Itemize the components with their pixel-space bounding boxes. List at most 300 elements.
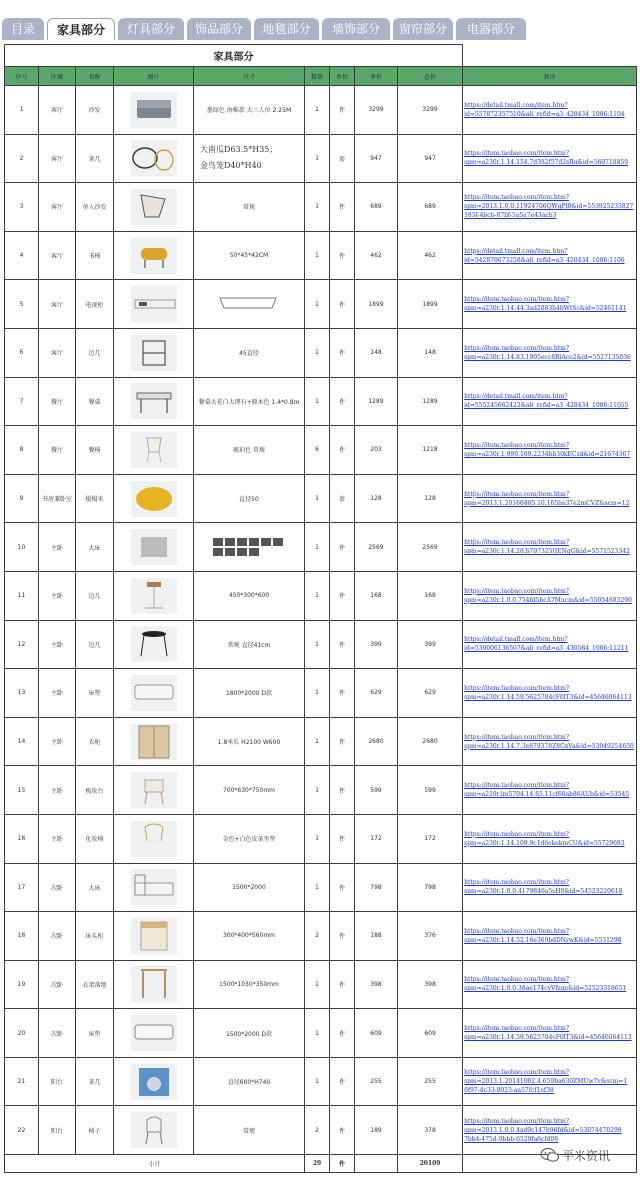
row-note-link[interactable]: [463, 571, 637, 620]
product-photo-icon: [131, 869, 177, 905]
row-picture[interactable]: [114, 426, 194, 475]
row-area[interactable]: 客厅: [39, 231, 76, 280]
row-note-link[interactable]: [463, 377, 637, 426]
note-link-line[interactable]: spm=a230r.1.14.52.16e369bdDNrwK&id=5531298: [464, 936, 622, 944]
sheet-title-row: [5, 45, 637, 67]
note-link-line[interactable]: id=555245662422&ali_refid=a3_420434_1006:11055: [464, 402, 629, 410]
row-total[interactable]: 2569: [398, 523, 463, 572]
row-spec[interactable]: 450*300*600: [194, 571, 305, 620]
row-name[interactable]: 床垫: [76, 669, 114, 718]
row-total[interactable]: 798: [398, 863, 463, 912]
row-name[interactable]: 边几: [76, 571, 114, 620]
row-number[interactable]: 10: [5, 523, 39, 572]
note-link-line[interactable]: https://item.taobao.com/item.htm?: [464, 587, 570, 595]
note-link-line[interactable]: https://item.taobao.com/item.htm?: [464, 1117, 570, 1125]
row-spec[interactable]: 1.8米长 H2100 W600: [194, 717, 305, 766]
note-link-line[interactable]: https://item.taobao.com/item.htm?: [464, 490, 570, 498]
row-total[interactable]: 947: [398, 134, 463, 183]
note-link-line[interactable]: spm=a219r.lm5704.14.65.11cf60ab86AUb&id=53545: [464, 791, 630, 799]
row-picture[interactable]: [114, 1057, 194, 1106]
row-name[interactable]: 边几: [76, 620, 114, 669]
row-number[interactable]: 4: [5, 231, 39, 280]
row-picture[interactable]: [114, 328, 194, 377]
row-note-link[interactable]: [463, 1009, 637, 1058]
row-qty[interactable]: 1: [305, 717, 330, 766]
row-number[interactable]: 1: [5, 86, 39, 135]
row-unit[interactable]: 件: [330, 1106, 355, 1155]
header-unit[interactable]: 单位: [330, 67, 355, 86]
note-link-line[interactable]: https://item.taobao.com/item.htm?: [464, 879, 570, 887]
row-spec[interactable]: 大南瓜D63.5*H35； 金鸟笼D40*H40: [194, 134, 305, 183]
row-number[interactable]: 21: [5, 1057, 39, 1106]
row-picture[interactable]: [114, 717, 194, 766]
note-link-line[interactable]: spm=a230r.1.14.7.3e879378Z8GxVa&id=53949254650: [464, 742, 634, 750]
row-qty[interactable]: 1: [305, 620, 330, 669]
row-total[interactable]: 148: [398, 328, 463, 377]
row-note-link[interactable]: [463, 328, 637, 377]
row-note-link[interactable]: [463, 231, 637, 280]
row-price[interactable]: 2569: [355, 523, 398, 572]
note-link-line[interactable]: 185f-4bcb-87bf-5a5a7e43acb3: [464, 212, 557, 220]
row-note-link[interactable]: [463, 960, 637, 1009]
note-link-line[interactable]: https://detail.tmall.com/item.htm?: [464, 247, 568, 255]
row-spec[interactable]: 50*45*42CM: [194, 231, 305, 280]
tab-0[interactable]: 目录: [2, 18, 44, 40]
row-spec[interactable]: 1800*2000 D款: [194, 669, 305, 718]
row-area[interactable]: 主卧: [39, 523, 76, 572]
row-picture[interactable]: [114, 134, 194, 183]
row-price[interactable]: 1289: [355, 377, 398, 426]
row-unit[interactable]: 套: [330, 134, 355, 183]
note-link-line[interactable]: spm=a230r.1.14.59.5625784cF0lT3&id=45646064113: [464, 1034, 632, 1042]
row-qty[interactable]: 2: [305, 912, 330, 961]
row-picture[interactable]: [114, 571, 194, 620]
row-price[interactable]: 947: [355, 134, 398, 183]
note-link-line[interactable]: https://item.taobao.com/item.htm?: [464, 296, 570, 304]
row-spec[interactable]: 琥珀色 常规: [194, 426, 305, 475]
row-name[interactable]: 衣柜: [76, 717, 114, 766]
row-qty[interactable]: 1: [305, 1057, 330, 1106]
row-number[interactable]: 3: [5, 183, 39, 232]
row-total[interactable]: 128: [398, 474, 463, 523]
row-unit[interactable]: 件: [330, 960, 355, 1009]
row-area[interactable]: 餐厅: [39, 426, 76, 475]
row-number[interactable]: 20: [5, 1009, 39, 1058]
row-area[interactable]: 主卧: [39, 717, 76, 766]
row-qty[interactable]: 1: [305, 523, 330, 572]
row-area[interactable]: 餐厅: [39, 377, 76, 426]
row-name[interactable]: 书椅: [76, 231, 114, 280]
row-number[interactable]: 7: [5, 377, 39, 426]
row-qty[interactable]: 1: [305, 377, 330, 426]
row-name[interactable]: 电视柜: [76, 280, 114, 329]
header-total[interactable]: 总价: [398, 67, 463, 86]
row-price[interactable]: 399: [355, 620, 398, 669]
row-number[interactable]: 15: [5, 766, 39, 815]
row-note-link[interactable]: [463, 86, 637, 135]
row-spec[interactable]: 墨绿色 海棉款 大三人位 2.25M: [194, 86, 305, 135]
note-link-line[interactable]: https://item.taobao.com/item.htm?: [464, 782, 570, 790]
row-picture[interactable]: [114, 280, 194, 329]
row-unit[interactable]: 件: [330, 1057, 355, 1106]
note-link-line[interactable]: spm=a230r.1.999.169.2234bb30kECzd&id=21674367: [464, 450, 631, 458]
note-link-line[interactable]: https://item.taobao.com/item.htm?: [464, 1069, 570, 1077]
table-row: [5, 231, 637, 280]
row-number[interactable]: 22: [5, 1106, 39, 1155]
product-photo-icon: [131, 821, 177, 857]
row-spec[interactable]: [194, 280, 305, 329]
row-number[interactable]: 17: [5, 863, 39, 912]
row-note-link[interactable]: [463, 426, 637, 475]
row-qty[interactable]: 1: [305, 183, 330, 232]
row-unit[interactable]: 件: [330, 183, 355, 232]
row-unit[interactable]: 件: [330, 766, 355, 815]
row-price[interactable]: 2680: [355, 717, 398, 766]
row-price[interactable]: 3299: [355, 86, 398, 135]
row-price[interactable]: 168: [355, 571, 398, 620]
note-link-line[interactable]: spm=2013.1.20141002.4.659ba630ZMUw7v&scm=1: [464, 1078, 628, 1086]
row-number[interactable]: 5: [5, 280, 39, 329]
row-price[interactable]: 798: [355, 863, 398, 912]
row-picture[interactable]: [114, 620, 194, 669]
row-price[interactable]: 172: [355, 814, 398, 863]
row-total[interactable]: 255: [398, 1057, 463, 1106]
row-name[interactable]: 茶几: [76, 1057, 114, 1106]
row-unit[interactable]: 件: [330, 571, 355, 620]
row-picture[interactable]: [114, 86, 194, 135]
row-unit[interactable]: 件: [330, 669, 355, 718]
row-number[interactable]: 11: [5, 571, 39, 620]
row-picture[interactable]: [114, 474, 194, 523]
row-total[interactable]: 168: [398, 571, 463, 620]
row-unit[interactable]: 件: [330, 280, 355, 329]
row-note-link[interactable]: [463, 912, 637, 961]
row-qty[interactable]: 1: [305, 863, 330, 912]
row-spec[interactable]: [194, 523, 305, 572]
row-price[interactable]: 203: [355, 426, 398, 475]
row-number[interactable]: 8: [5, 426, 39, 475]
row-total[interactable]: 689: [398, 183, 463, 232]
row-qty[interactable]: 1: [305, 766, 330, 815]
row-total[interactable]: 1289: [398, 377, 463, 426]
row-name[interactable]: 沙发: [76, 86, 114, 135]
row-qty[interactable]: 1: [305, 231, 330, 280]
note-link-line[interactable]: spm=a230r.1.14.44.3ad2883b4bWtSc&id=52461141: [464, 305, 627, 313]
row-picture[interactable]: [114, 960, 194, 1009]
row-spec[interactable]: 1500*2000: [194, 863, 305, 912]
row-area[interactable]: 客厅: [39, 328, 76, 377]
row-qty[interactable]: 1: [305, 1009, 330, 1058]
note-link-line[interactable]: 7bb4-475d-9bbb-6529fa6cfd08: [464, 1135, 559, 1143]
product-photo-icon: [131, 335, 177, 371]
row-spec[interactable]: 300*400*560mm: [194, 912, 305, 961]
note-link-line[interactable]: https://item.taobao.com/item.htm?: [464, 1025, 570, 1033]
row-name[interactable]: 大床: [76, 863, 114, 912]
note-link-line[interactable]: https://item.taobao.com/item.htm?: [464, 976, 570, 984]
row-picture[interactable]: [114, 1009, 194, 1058]
row-name[interactable]: 边几: [76, 328, 114, 377]
row-picture[interactable]: [114, 231, 194, 280]
table-row: [5, 328, 637, 377]
row-area[interactable]: 阳台: [39, 1106, 76, 1155]
row-qty[interactable]: 1: [305, 669, 330, 718]
row-total[interactable]: 378: [398, 1106, 463, 1155]
row-price[interactable]: 255: [355, 1057, 398, 1106]
header-qty[interactable]: 数量: [305, 67, 330, 86]
tab-5[interactable]: 墙饰部分: [322, 18, 390, 40]
row-unit[interactable]: 件: [330, 620, 355, 669]
row-name[interactable]: 梳妆台: [76, 766, 114, 815]
row-picture[interactable]: [114, 863, 194, 912]
row-name[interactable]: 化妆椅: [76, 814, 114, 863]
row-area[interactable]: 主卧: [39, 766, 76, 815]
tab-4[interactable]: 地毯部分: [254, 18, 319, 40]
note-link-line[interactable]: https://item.taobao.com/item.htm?: [464, 830, 570, 838]
row-unit[interactable]: 件: [330, 814, 355, 863]
note-link-line[interactable]: https://item.taobao.com/item.htm?: [464, 194, 570, 202]
row-price[interactable]: 689: [355, 183, 398, 232]
row-unit[interactable]: 件: [330, 377, 355, 426]
row-qty[interactable]: 1: [305, 134, 330, 183]
table-row: [5, 377, 637, 426]
row-picture[interactable]: [114, 912, 194, 961]
row-note-link[interactable]: [463, 474, 637, 523]
header-note[interactable]: 备注: [463, 67, 637, 86]
row-qty[interactable]: 1: [305, 86, 330, 135]
product-photo-icon: [131, 1064, 177, 1100]
row-price[interactable]: 599: [355, 766, 398, 815]
row-picture[interactable]: [114, 377, 194, 426]
note-link-line[interactable]: https://item.taobao.com/item.htm?: [464, 684, 570, 692]
table-row: [5, 620, 637, 669]
tab-2[interactable]: 灯具部分: [118, 18, 184, 40]
row-area[interactable]: 客厅: [39, 183, 76, 232]
row-total[interactable]: 599: [398, 766, 463, 815]
row-area[interactable]: 主卧: [39, 571, 76, 620]
row-area[interactable]: 主卧: [39, 814, 76, 863]
row-note-link[interactable]: [463, 669, 637, 718]
row-area[interactable]: 主卧: [39, 669, 76, 718]
row-area[interactable]: 次卧: [39, 1009, 76, 1058]
row-name[interactable]: 衣架落地: [76, 960, 114, 1009]
row-unit[interactable]: 件: [330, 912, 355, 961]
note-link-line[interactable]: https://item.taobao.com/item.htm?: [464, 733, 570, 741]
row-spec[interactable]: 常规: [194, 183, 305, 232]
row-unit[interactable]: 件: [330, 717, 355, 766]
row-picture[interactable]: [114, 183, 194, 232]
row-picture[interactable]: [114, 766, 194, 815]
row-unit[interactable]: 件: [330, 231, 355, 280]
row-name[interactable]: 餐桌: [76, 377, 114, 426]
header-name[interactable]: 名称: [76, 67, 114, 86]
row-qty[interactable]: 1: [305, 280, 330, 329]
row-qty[interactable]: 1: [305, 474, 330, 523]
note-link-line[interactable]: https://item.taobao.com/item.htm?: [464, 150, 570, 158]
note-link-line[interactable]: id=557872357510&ali_refid=a3_420434_1006:1104: [464, 110, 625, 118]
row-area[interactable]: 客厅: [39, 134, 76, 183]
note-link-line[interactable]: spm=2013.1.20160405.10.165ba37e2mCVZ&scm=12: [464, 499, 630, 507]
row-picture[interactable]: [114, 1106, 194, 1155]
header-no[interactable]: 序号: [5, 67, 39, 86]
row-number[interactable]: 2: [5, 134, 39, 183]
sheet-title: 家具部分: [5, 45, 463, 67]
row-total[interactable]: 398: [398, 960, 463, 1009]
row-price[interactable]: 148: [355, 328, 398, 377]
row-area[interactable]: 次卧: [39, 863, 76, 912]
row-note-link[interactable]: [463, 134, 637, 183]
note-link-line[interactable]: 6f97-4c33-9023-aa57fcf1ef38: [464, 1087, 554, 1095]
row-number[interactable]: 16: [5, 814, 39, 863]
row-name[interactable]: 床头柜: [76, 912, 114, 961]
row-number[interactable]: 13: [5, 669, 39, 718]
row-number[interactable]: 12: [5, 620, 39, 669]
row-area[interactable]: 客厅: [39, 280, 76, 329]
note-link-line[interactable]: spm=a230r.1.14.109.9c1d6ekekmCU&id=55729693: [464, 839, 625, 847]
row-area[interactable]: 次卧: [39, 912, 76, 961]
row-total[interactable]: 609: [398, 1009, 463, 1058]
row-price[interactable]: 128: [355, 474, 398, 523]
row-spec[interactable]: 直径600*H740: [194, 1057, 305, 1106]
row-unit[interactable]: 件: [330, 1009, 355, 1058]
note-link-line[interactable]: https://item.taobao.com/item.htm?: [464, 927, 570, 935]
row-area[interactable]: 阳台: [39, 1057, 76, 1106]
note-link-line[interactable]: https://item.taobao.com/item.htm?: [464, 539, 570, 547]
product-photo-icon: [131, 383, 177, 419]
row-unit[interactable]: 件: [330, 86, 355, 135]
row-note-link[interactable]: [463, 1057, 637, 1106]
row-area[interactable]: 书房兼卧室: [39, 474, 76, 523]
note-link-line[interactable]: id=542870673258&ali_refid=a3_420434_1006:1106: [464, 256, 625, 264]
tab-3[interactable]: 饰品部分: [187, 18, 251, 40]
row-qty[interactable]: 6: [305, 426, 330, 475]
row-number[interactable]: 6: [5, 328, 39, 377]
row-note-link[interactable]: [463, 717, 637, 766]
tab-1[interactable]: 家具部分: [47, 18, 115, 40]
row-area[interactable]: 主卧: [39, 620, 76, 669]
row-total[interactable]: 399: [398, 620, 463, 669]
row-spec[interactable]: 直径50: [194, 474, 305, 523]
row-number[interactable]: 9: [5, 474, 39, 523]
row-unit[interactable]: 件: [330, 426, 355, 475]
note-link-line[interactable]: https://detail.tmall.com/item.htm?: [464, 636, 568, 644]
row-name[interactable]: 餐椅: [76, 426, 114, 475]
row-number[interactable]: 18: [5, 912, 39, 961]
note-link-line[interactable]: spm=a230r.1.14.59.5625784cF0lT3&id=45646064113: [464, 693, 632, 701]
row-price[interactable]: 189: [355, 1106, 398, 1155]
row-qty[interactable]: 1: [305, 571, 330, 620]
row-area[interactable]: 次卧: [39, 960, 76, 1009]
row-spec[interactable]: 餐桌大花白大理石+原木色 1.4*0.8m: [194, 377, 305, 426]
row-unit[interactable]: 套: [330, 474, 355, 523]
row-unit[interactable]: 件: [330, 523, 355, 572]
header-area[interactable]: 区域: [39, 67, 76, 86]
row-picture[interactable]: [114, 814, 194, 863]
row-note-link[interactable]: [463, 280, 637, 329]
row-spec[interactable]: 700*630*750mm: [194, 766, 305, 815]
table-row: [5, 1057, 637, 1106]
row-name[interactable]: 单人沙发: [76, 183, 114, 232]
note-link-line[interactable]: https://item.taobao.com/item.htm?: [464, 441, 570, 449]
row-name[interactable]: 椅子: [76, 1106, 114, 1155]
note-link-line[interactable]: spm=a230r.1.14.154.7d382f57d2sRu&id=560718859: [464, 159, 629, 167]
note-link-line[interactable]: spm=a230r.1.0.0.4179846a5sH0&id=54523220618: [464, 888, 623, 896]
row-qty[interactable]: 1: [305, 960, 330, 1009]
tab-7[interactable]: 电器部分: [456, 18, 526, 40]
note-link-line[interactable]: https://detail.tmall.com/item.htm?: [464, 101, 568, 109]
note-link-line[interactable]: spm=a230r.1.0.0.38ae174cyVfzqe&id=52523318651: [464, 985, 627, 993]
note-link-line[interactable]: https://item.taobao.com/item.htm?: [464, 344, 570, 352]
row-spec[interactable]: 1500*2000 D款: [194, 1009, 305, 1058]
row-total[interactable]: 2680: [398, 717, 463, 766]
row-name[interactable]: 茶几: [76, 134, 114, 183]
row-price[interactable]: 188: [355, 912, 398, 961]
table-row: [5, 912, 637, 961]
row-name[interactable]: 床垫: [76, 1009, 114, 1058]
row-total[interactable]: 629: [398, 669, 463, 718]
row-total[interactable]: 376: [398, 912, 463, 961]
product-photo-icon: [131, 189, 177, 225]
row-spec[interactable]: 常规: [194, 1106, 305, 1155]
note-link-line[interactable]: spm=a230r.1.0.0.754fd5bcA7Mucm&id=55054683290: [464, 596, 632, 604]
row-note-link[interactable]: [463, 620, 637, 669]
row-picture[interactable]: [114, 523, 194, 572]
watermark: [540, 1144, 636, 1170]
row-qty[interactable]: 1: [305, 328, 330, 377]
row-note-link[interactable]: [463, 766, 637, 815]
row-price[interactable]: 1899: [355, 280, 398, 329]
row-price[interactable]: 398: [355, 960, 398, 1009]
row-note-link[interactable]: [463, 863, 637, 912]
header-spec[interactable]: 尺寸: [194, 67, 305, 86]
table-row: [5, 669, 637, 718]
tab-6[interactable]: 窗帘部分: [393, 18, 453, 40]
row-total[interactable]: 1899: [398, 280, 463, 329]
row-unit[interactable]: 件: [330, 863, 355, 912]
row-picture[interactable]: [114, 669, 194, 718]
header-price[interactable]: 单价: [355, 67, 398, 86]
row-price[interactable]: 462: [355, 231, 398, 280]
row-spec[interactable]: 45直径: [194, 328, 305, 377]
note-link-line[interactable]: spm=2013.1.0.0.11924706QWgPl0&id=553925235827: [464, 203, 634, 211]
row-note-link[interactable]: [463, 183, 637, 232]
row-qty[interactable]: 1: [305, 814, 330, 863]
row-price[interactable]: 629: [355, 669, 398, 718]
note-link-line[interactable]: https://detail.tmall.com/item.htm?: [464, 393, 568, 401]
row-name[interactable]: 大床: [76, 523, 114, 572]
row-qty[interactable]: 2: [305, 1106, 330, 1155]
row-total[interactable]: 172: [398, 814, 463, 863]
row-spec[interactable]: 常规 直径41cm: [194, 620, 305, 669]
row-area[interactable]: 客厅: [39, 86, 76, 135]
row-spec[interactable]: 金色+白色皮革坐垫: [194, 814, 305, 863]
row-note-link[interactable]: [463, 523, 637, 572]
row-number[interactable]: 19: [5, 960, 39, 1009]
note-link-line[interactable]: spm=2013.1.0.0.4ad9c147b96fd&id=53074470299: [464, 1126, 622, 1134]
row-total[interactable]: 462: [398, 231, 463, 280]
row-number[interactable]: 14: [5, 717, 39, 766]
note-link-line[interactable]: spm=a230r.1.14.83.1905ecc8RiAce2&id=5527135036: [464, 353, 631, 361]
row-note-link[interactable]: [463, 814, 637, 863]
header-picture[interactable]: 图片: [114, 67, 194, 86]
note-link-line[interactable]: spm=a230r.1.14.28.b707325tJENgG&id=5571523342: [464, 548, 630, 556]
row-spec[interactable]: 1500*1030*350mm: [194, 960, 305, 1009]
row-total[interactable]: 3299: [398, 86, 463, 135]
row-price[interactable]: 609: [355, 1009, 398, 1058]
row-total[interactable]: 1218: [398, 426, 463, 475]
row-name[interactable]: 榻榻米: [76, 474, 114, 523]
note-link-line[interactable]: id=539006136507&ali_refid=a3_430584_1006:11211: [464, 645, 629, 653]
row-unit[interactable]: 件: [330, 328, 355, 377]
